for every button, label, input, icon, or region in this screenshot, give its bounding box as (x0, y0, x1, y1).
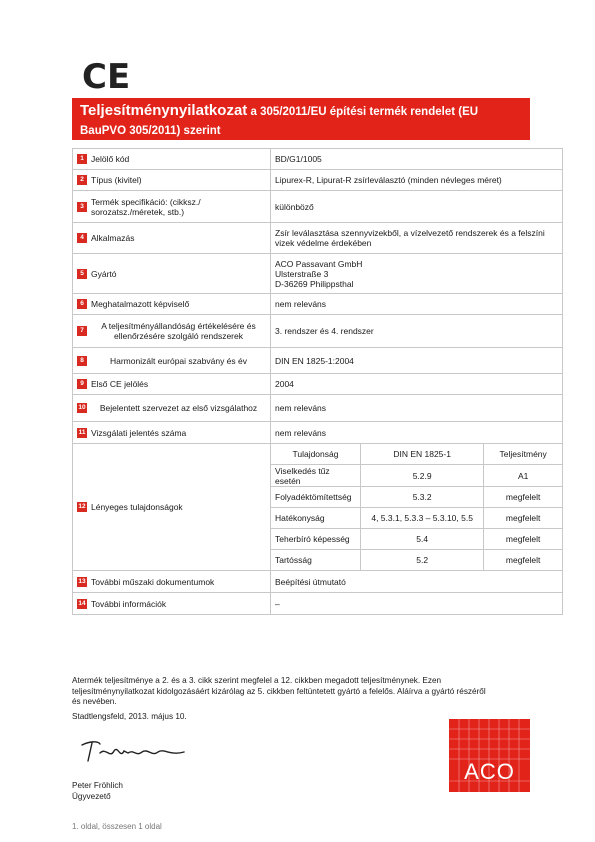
svg-text:CE: CE (82, 58, 131, 92)
row-label-cell: 9 Első CE jelölés (73, 374, 271, 395)
property-ref: 5.2.9 (360, 465, 483, 487)
row-value-cell: 3. rendszer és 4. rendszer (271, 315, 563, 348)
row-value-cell: különböző (271, 191, 563, 223)
row-label-cell: 4 Alkalmazás (73, 223, 271, 254)
property-row (271, 465, 562, 487)
row-value-cell: 2004 (271, 374, 563, 395)
row-label-cell: 2 Típus (kivitel) (73, 170, 271, 191)
manufacturer-address-cell: ACO Passavant GmbH Ulsterstraße 3 D-36269 Philippsthal (271, 254, 563, 294)
page-footer: 1. oldal, összesen 1 oldal (72, 822, 162, 831)
row-label-cell: 11 Vizsgálati jelentés száma (73, 422, 271, 444)
row-value-cell: – (271, 593, 563, 615)
row-label-cell: 13 További műszaki dokumentumok (73, 571, 271, 593)
row-number-badge: 4 (77, 233, 87, 243)
table-row (73, 374, 563, 395)
table-row (73, 294, 563, 315)
row-number-badge: 13 (78, 577, 86, 585)
row-number-badge: 5 (77, 269, 87, 279)
property-name: Teherbíró képesség (271, 529, 360, 550)
column-header: Tulajdonság (271, 444, 360, 465)
property-name: Folyadéktömítettség (271, 487, 360, 508)
table-row (73, 571, 563, 593)
table-row (73, 254, 563, 294)
property-ref: 5.2 (360, 550, 483, 571)
property-perf: A1 (484, 465, 562, 487)
property-row (271, 529, 562, 550)
row-number-badge: 6 (77, 299, 87, 309)
property-perf: megfelelt (484, 529, 562, 550)
table-row (73, 593, 563, 615)
row-label-cell: 14 További információk (73, 593, 271, 615)
aco-logo (449, 719, 530, 792)
row-label-cell: 7 A teljesítményállandóság értékelésére és ellenőrzésére szolgáló rendszerek (73, 315, 271, 348)
row-number-badge: 3 (77, 202, 87, 212)
row-value-cell: Beépítési útmutató (271, 571, 563, 593)
signer-block (72, 781, 123, 802)
row-value-cell: nem releváns (271, 422, 563, 444)
property-name: Hatékonyság (271, 508, 360, 529)
table-row (73, 149, 563, 170)
row-number-badge: 12 (78, 503, 86, 510)
row-value-cell: Lipurex-R, Lipurat-R zsírleválasztó (minden névleges méret) (271, 170, 563, 191)
row-number-badge: 11 (78, 428, 86, 436)
table-row (73, 170, 563, 191)
signer-name: Peter Fröhlich (72, 781, 123, 790)
row-value-cell: nem releváns (271, 395, 563, 422)
declaration-title: Teljesítménynyilatkozat (80, 102, 248, 119)
property-perf: megfelelt (484, 487, 562, 508)
property-row (271, 487, 562, 508)
row-value-cell: nem releváns (271, 294, 563, 315)
property-ref: 4, 5.3.1, 5.3.3 – 5.3.10, 5.5 (360, 508, 483, 529)
row-number-badge: 10 (78, 404, 86, 411)
properties-header-row (271, 444, 562, 465)
property-perf: megfelelt (484, 550, 562, 571)
property-row (271, 508, 562, 529)
properties-cell (271, 444, 563, 571)
property-ref: 5.3.2 (360, 487, 483, 508)
table-row (73, 348, 563, 374)
conformity-statement: Atermék teljesítménye a 2. és a 3. cikk szerint megfelel a 12. cikkben megadott teljesítménynek. Ezen teljesítménynyilatkozat kidolgozásáért kizárólag az 5. cikkben feltüntetett gyártó a felelős. Aláírva a gyártó részéről és nevében. (72, 676, 486, 706)
row-label-cell: 1 Jelölő kód (73, 149, 271, 170)
row-number-badge: 7 (77, 326, 87, 336)
row-label-cell: 5 Gyártó (73, 254, 271, 294)
row-number-badge: 2 (77, 175, 87, 185)
ce-mark (82, 58, 132, 92)
row-label-cell: 8 Harmonizált európai szabvány és év (73, 348, 271, 374)
property-ref: 5.4 (360, 529, 483, 550)
row-number-badge: 1 (77, 154, 87, 164)
signature-image (78, 735, 188, 765)
property-row (271, 550, 562, 571)
table-row (73, 395, 563, 422)
properties-table (271, 444, 562, 570)
property-name: Tartósság (275, 555, 312, 565)
row-number-badge: 14 (78, 599, 86, 607)
signer-role: Ügyvezető (72, 791, 111, 801)
declaration-subtitle: a 305/2011/EU építési termék rendelet (EU BauPVO 305/2011) szerint (80, 106, 479, 137)
svg-text:ACO: ACO (464, 759, 515, 784)
row-label-cell: 12 Lényeges tulajdonságok (73, 444, 271, 571)
table-row (73, 191, 563, 223)
table-row (73, 422, 563, 444)
row-label-cell: 3 Termék specifikáció: (cikksz./ sorozatsz./méretek, stb.) (73, 191, 271, 223)
property-name: Viselkedés tűz esetén (271, 465, 360, 487)
table-row (73, 223, 563, 254)
row-value-cell: DIN EN 1825-1:2004 (271, 348, 563, 374)
row-number-badge: 8 (77, 356, 87, 366)
table-row (73, 444, 563, 571)
declaration-title-banner (72, 98, 530, 140)
row-value-cell: BD/G1/1005 (271, 149, 563, 170)
column-header: DIN EN 1825-1 (360, 444, 483, 465)
place-and-date: Stadtlengsfeld, 2013. május 10. (72, 712, 187, 721)
row-label-cell: 10 Bejelentett szervezet az első vizsgálathoz (73, 395, 271, 422)
table-row (73, 315, 563, 348)
row-value-cell: Zsír leválasztása szennyvizekből, a vízelvezető rendszerek és a felszíni vizek védelme érdekében (271, 223, 563, 254)
row-number-badge: 9 (77, 379, 87, 389)
declaration-table (72, 148, 563, 615)
property-perf: megfelelt (484, 508, 562, 529)
row-label-cell: 6 Meghatalmazott képviselő (73, 294, 271, 315)
column-header: Teljesítmény (484, 444, 562, 465)
